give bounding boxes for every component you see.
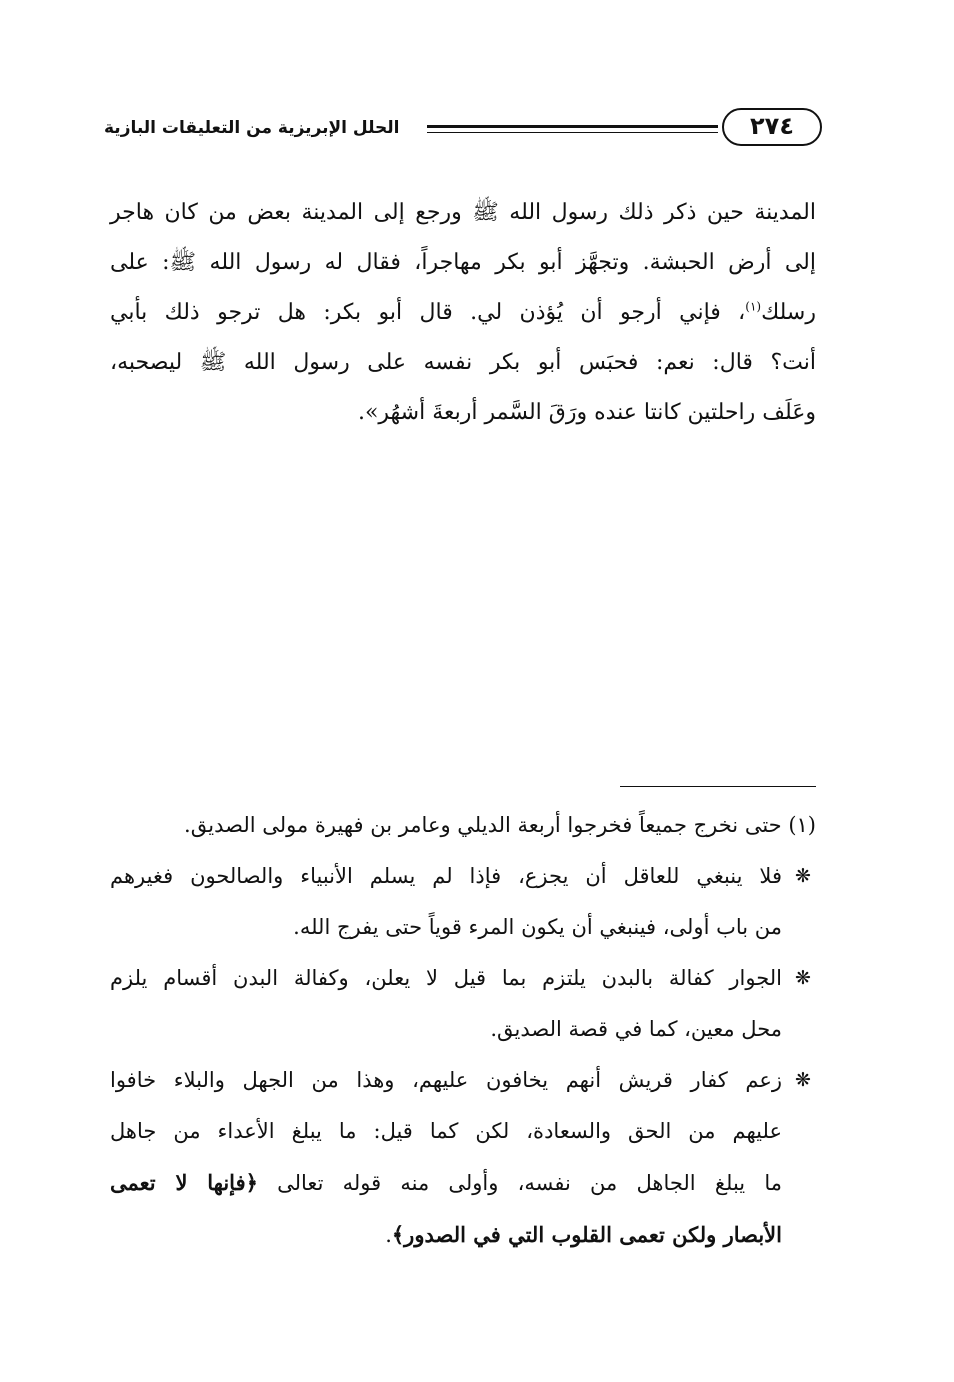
- main-line-1: المدينة حين ذكر ذلك رسول الله ﷺ ورجع إلى المدينة بعض من كان هاجر: [110, 200, 816, 225]
- footnotes: [110, 800, 816, 1261]
- main-line-3-start: رسلك: [761, 300, 816, 325]
- comment-2-line-2: محل معين، كما في قصة الصديق.: [490, 1017, 782, 1041]
- comment-item-3: [110, 1055, 816, 1261]
- page-number: ٢٧٤: [722, 108, 822, 146]
- footnote-separator: [620, 786, 816, 787]
- comment-3-line-3-text: ما يبلغ الجاهل من نفسه، وأولى منه قوله تعالى: [257, 1171, 782, 1195]
- main-line-3: [110, 288, 816, 338]
- comment-3-line-4-end: .: [385, 1223, 392, 1247]
- main-line-2: إلى أرض الحبشة. وتجهَّز أبو بكر مهاجراً، فقال له رسول الله ﷺ: على: [110, 250, 816, 275]
- comment-item-2: [110, 953, 816, 1055]
- star-bullet-icon: ❋: [795, 865, 811, 887]
- comment-3-line-1: زعم كفار قريش أنهم يخافون عليهم، وهذا من الجهل والبلاء خافوا: [110, 1068, 782, 1092]
- comment-3-line-3: [110, 1157, 782, 1209]
- comment-3-line-4: [110, 1209, 782, 1261]
- main-line-5: وعَلَف راحلتين كانتا عنده ورَقَ السَّمر أربعةَ أشهُر».: [357, 400, 816, 425]
- star-bullet-icon: ❋: [795, 967, 811, 989]
- quran-quote-start: ﴿فإنها لا تعمى: [110, 1170, 258, 1195]
- main-line-4: أنت؟ قال: نعم: فحبَس أبو بكر نفسه على رسول الله ﷺ ليصحبه،: [110, 350, 816, 375]
- quran-quote-end: الأبصار ولكن تعمى القلوب التي في الصدور﴾: [391, 1222, 782, 1247]
- comment-1-line-2: من باب أولى، فينبغي أن يكون المرء قوياً حتى يفرج الله.: [293, 915, 782, 939]
- running-title: الحلل الإبريزية من التعليقات البازية: [104, 118, 400, 138]
- comment-item-1: [110, 851, 816, 953]
- page-header: [104, 108, 822, 154]
- footnote-reference[interactable]: (١): [745, 299, 762, 314]
- main-line-3-end: ، فإني أرجو أن يُؤذن لي. قال أبو بكر: هل ترجو ذلك بأبي: [110, 300, 746, 325]
- comment-1-line-1: فلا ينبغي للعاقل أن يجزع، فإذا لم يسلم الأنبياء والصالحون فغيرهم: [110, 864, 782, 888]
- comment-2-line-1: الجوار كفالة بالبدن يلتزم بما قيل لا يعلن، وكفالة البدن أقسام يلزم: [110, 966, 782, 990]
- header-double-rule: [427, 125, 718, 133]
- star-bullet-icon: ❋: [795, 1069, 811, 1091]
- footnote-1: (١) حتى نخرج جميعاً فخرجوا أربعة الديلي وعامر بن فهيرة مولى الصديق.: [184, 813, 816, 837]
- main-text: [110, 188, 816, 438]
- comment-3-line-2: عليهم من الحق والسعادة، لكن كما قيل: ما يبلغ الأعداء من جاهل: [110, 1119, 782, 1143]
